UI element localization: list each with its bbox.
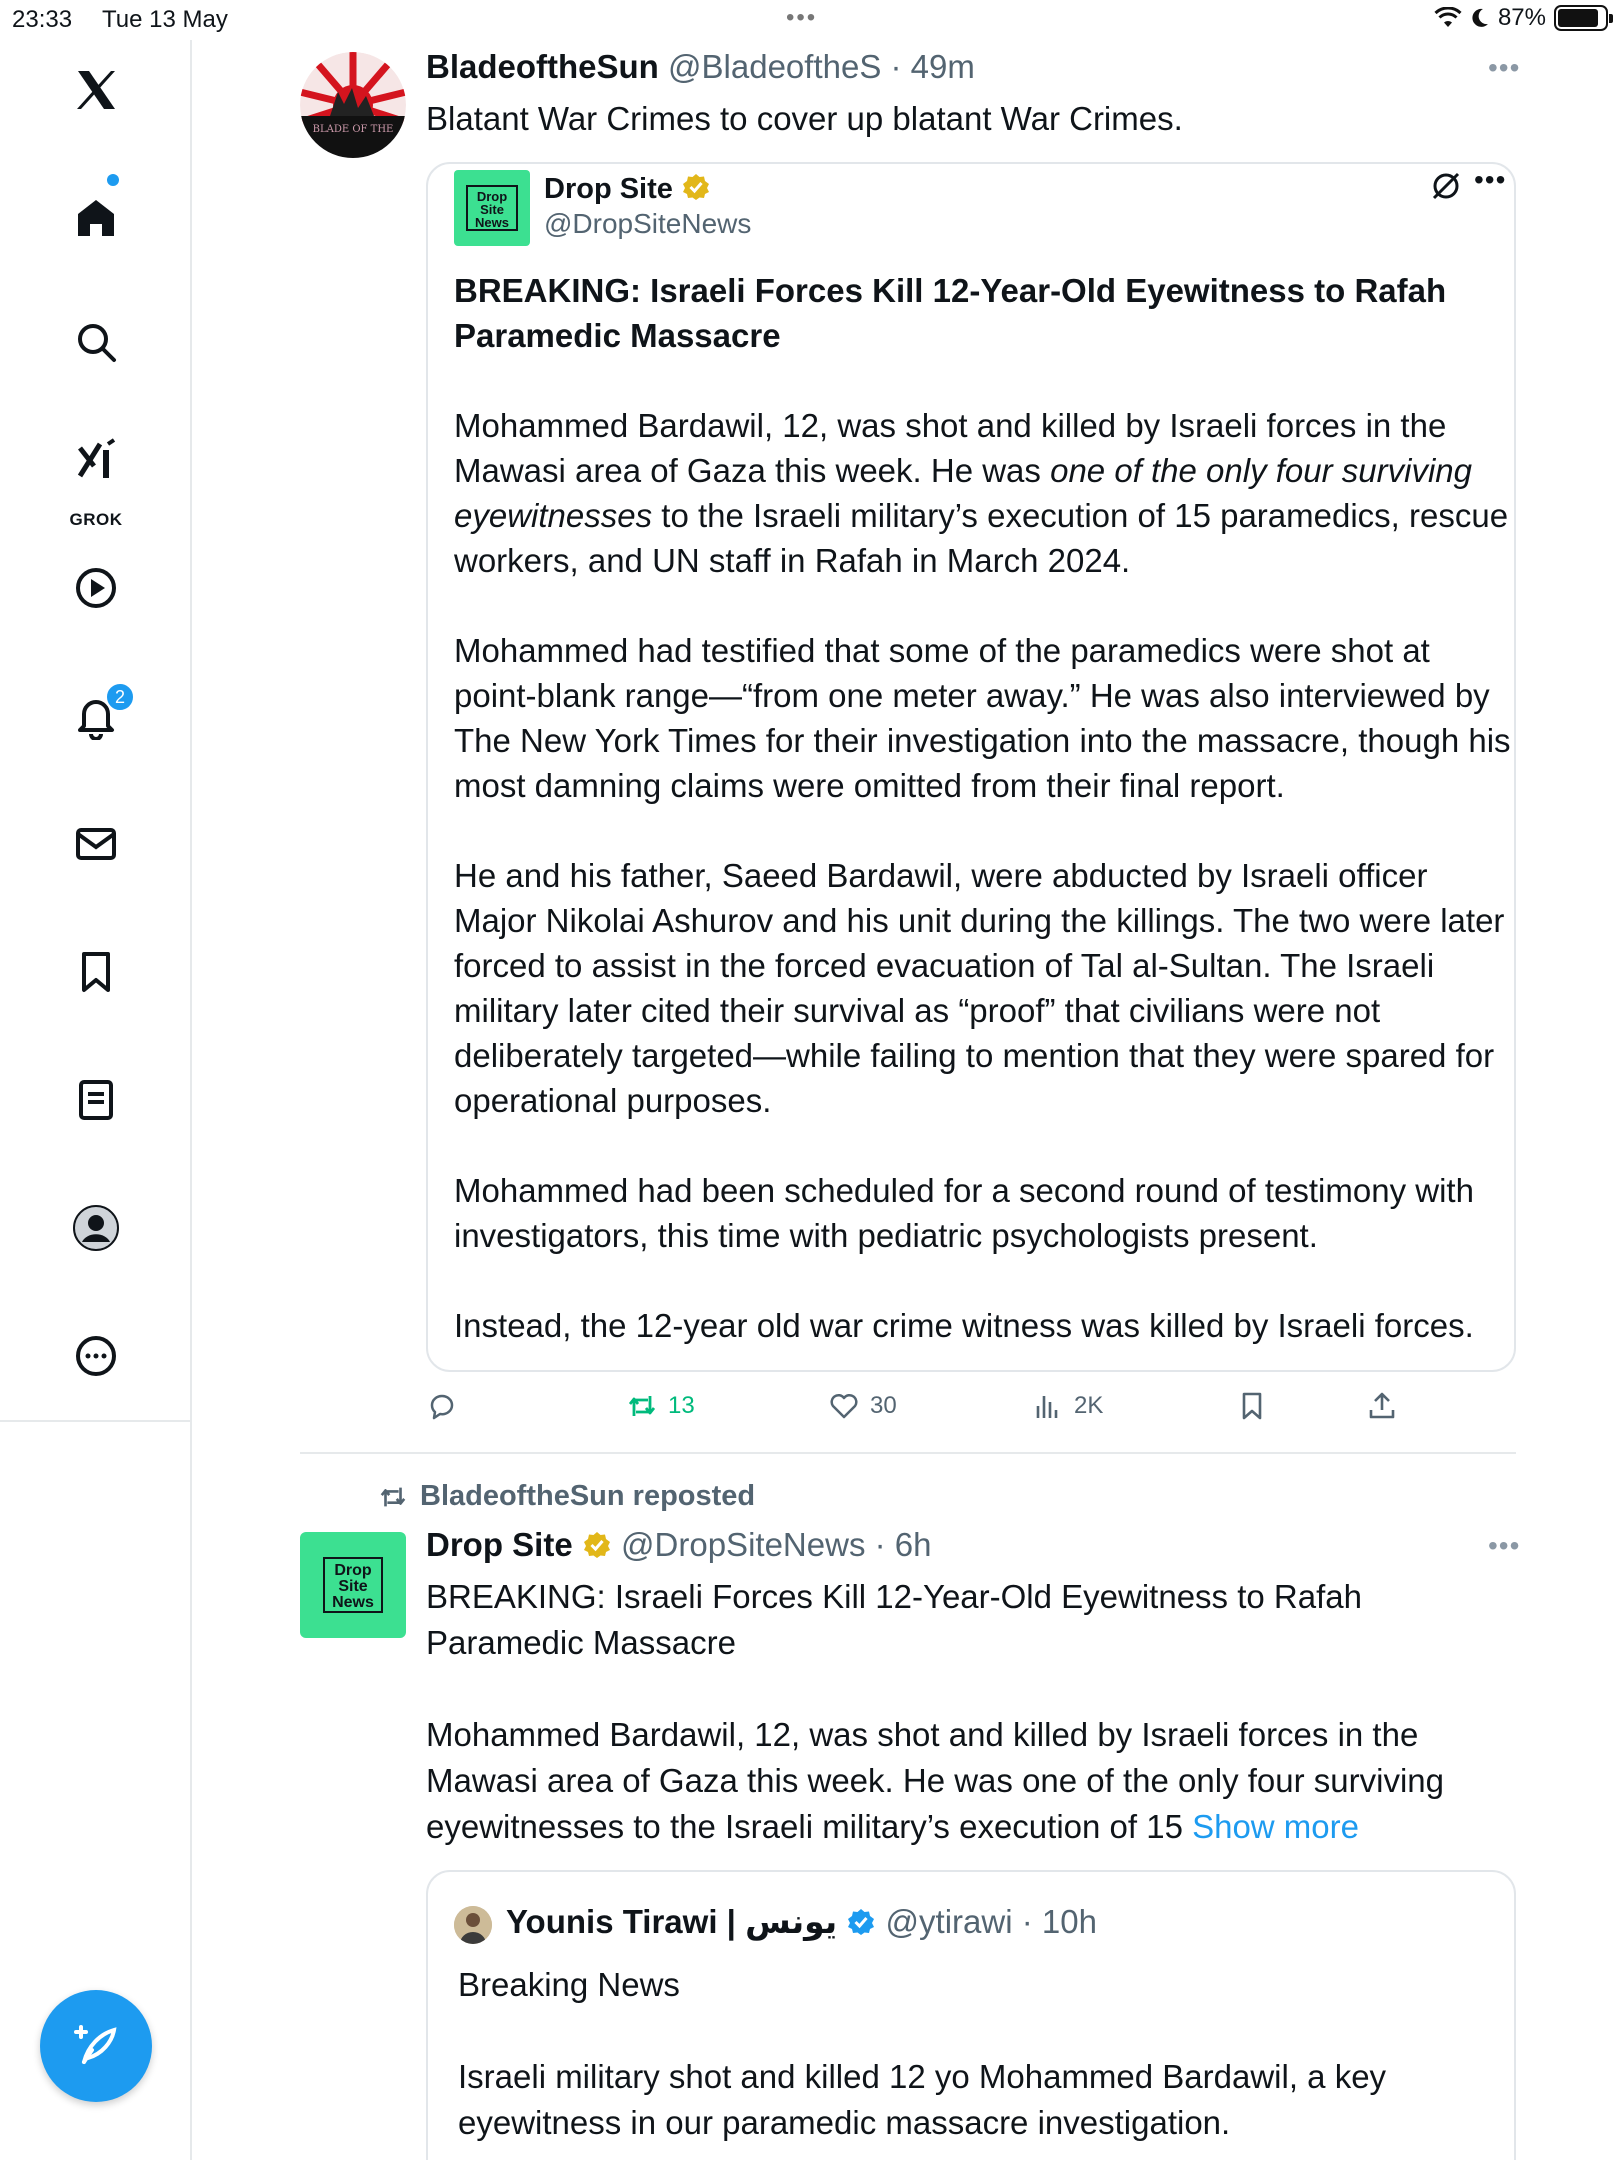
quote-title: BREAKING: Israeli Forces Kill 12-Year-Old Eyewitness to Rafah Paramedic Massacre xyxy=(454,272,1447,354)
grok-label: GROK xyxy=(69,510,123,529)
verified-gold-icon xyxy=(582,1530,612,1560)
tweet-divider xyxy=(300,1452,1516,1454)
share-icon xyxy=(1366,1390,1398,1422)
notifications-badge: 2 xyxy=(105,682,135,712)
status-time: 23:33 xyxy=(12,6,73,33)
sidebar-divider xyxy=(0,1420,192,1422)
quote-author-handle[interactable]: @DropSiteNews xyxy=(544,208,752,239)
ytirawi-avatar xyxy=(454,1906,492,1944)
tweet2-author-name[interactable]: Drop Site xyxy=(426,1526,573,1563)
tweet1-more-icon[interactable]: ••• xyxy=(1488,52,1521,83)
bookmark-icon[interactable] xyxy=(66,942,126,1002)
search-icon[interactable] xyxy=(66,312,126,372)
verified-gold-icon xyxy=(681,172,711,202)
reply-icon xyxy=(426,1390,458,1422)
ds-logo-line2: Site xyxy=(338,1578,368,1595)
quote-body xyxy=(454,268,1514,1372)
quote-p1-part-a: Mohammed Bardawil, 12, was shot and killed by Israeli forces in the Mawasi area of Gaza this week. He was xyxy=(454,407,1447,489)
status-date: Tue 13 May xyxy=(102,6,228,33)
compose-feather-icon xyxy=(70,2020,122,2072)
heart-icon xyxy=(828,1390,860,1422)
reply-button[interactable] xyxy=(426,1390,458,1422)
video-icon[interactable] xyxy=(66,558,126,618)
views-icon xyxy=(1032,1390,1064,1422)
quote-paragraph-3: He and his father, Saeed Bardawil, were abducted by Israeli officer Major Nikolai Ashurov and his unit during the killings. The two were later forced to assist in the forced evacuation of Tal al-Sultan. The Israeli military later cited their survival as “proof” that civilians were not deliberately targeted—while failing to mention that they were spared for operational purposes. xyxy=(454,857,1505,1119)
tweet1-time[interactable]: 49m xyxy=(910,48,975,85)
show-more-link[interactable]: Show more xyxy=(1192,1808,1359,1845)
battery-percent: 87% xyxy=(1497,4,1546,31)
battery-fill xyxy=(1558,9,1598,27)
like-button[interactable] xyxy=(828,1390,897,1422)
tweet2-more-icon[interactable]: ••• xyxy=(1488,1530,1521,1561)
ds-logo-line3: News xyxy=(332,1594,374,1611)
tweet1-quote-card[interactable] xyxy=(426,162,1516,1372)
logo-line1: Drop xyxy=(476,189,508,204)
quote2-separator: · xyxy=(1012,1903,1042,1940)
bookmark-icon xyxy=(1236,1390,1268,1422)
quote2-line1: Breaking News xyxy=(458,1966,680,2003)
quote2-time[interactable]: 10h xyxy=(1041,1903,1097,1940)
tweet2-handle[interactable]: @DropSiteNews xyxy=(621,1526,866,1563)
logo-line3: News xyxy=(475,215,509,230)
repost-button[interactable] xyxy=(626,1390,695,1422)
quote2-author-name[interactable]: Younis Tirawi | يونس xyxy=(506,1903,838,1940)
repost-label: BladeoftheSun reposted xyxy=(420,1480,756,1512)
list-icon[interactable] xyxy=(66,1070,126,1130)
views-button[interactable] xyxy=(1032,1390,1103,1422)
verified-blue-icon xyxy=(846,1907,876,1937)
dropsite-logo xyxy=(454,170,530,246)
quote-p1-part-b: to the Israeli military’s execution of 15 paramedics, rescue workers, and UN staff in Rafah in March 2024. xyxy=(454,497,1509,579)
quote-author-name[interactable] xyxy=(544,172,711,206)
tweet1-author-name[interactable]: BladeoftheSun xyxy=(426,48,659,85)
quote-paragraph-2: Mohammed had testified that some of the paramedics were shot at point-blank range—“from one meter away.” He was also interviewed by The New York Times for their investigation into the massacre, though his most damning claims were omitted from their final report. xyxy=(454,632,1511,804)
battery-icon xyxy=(1554,5,1608,31)
quote2-spacer xyxy=(458,2008,1498,2054)
avatar-text: BLADE OF THE xyxy=(312,124,394,135)
status-bar xyxy=(0,0,1620,40)
more-circle-icon[interactable] xyxy=(66,1326,126,1386)
repost-indicator-icon xyxy=(378,1482,408,1512)
quote2-handle[interactable]: @ytirawi xyxy=(885,1903,1013,1940)
views-count: 2K xyxy=(1074,1392,1104,1419)
status-right xyxy=(1434,4,1608,32)
home-icon[interactable] xyxy=(66,188,126,248)
tweet2-time[interactable]: 6h xyxy=(894,1526,932,1563)
tweet2-text-1: BREAKING: Israeli Forces Kill 12-Year-Old Eyewitness to Rafah Paramedic Massacre xyxy=(426,1578,1362,1661)
home-unread-dot xyxy=(107,174,119,186)
share-button[interactable] xyxy=(1366,1390,1398,1422)
compose-post-button[interactable] xyxy=(40,1990,152,2102)
quote2-body xyxy=(458,1962,1498,2146)
quote-paragraph-1 xyxy=(454,403,1514,583)
tweet1-text: Blatant War Crimes to cover up blatant War Crimes. xyxy=(426,100,1183,137)
grok-icon[interactable] xyxy=(66,430,126,490)
tweet2-quote-card[interactable] xyxy=(426,1870,1516,2160)
repost-icon xyxy=(626,1390,658,1422)
wifi-icon xyxy=(1434,7,1462,29)
sidebar xyxy=(0,40,192,2160)
quote2-line2: Israeli military shot and killed 12 yo Mohammed Bardawil, a key eyewitness in our paramedic massacre investigation. xyxy=(458,2058,1387,2141)
quote2-header xyxy=(506,1902,1097,1941)
tweet2-separator: · xyxy=(865,1526,895,1563)
grok-explain-icon[interactable] xyxy=(1428,168,1464,204)
like-count: 30 xyxy=(870,1392,897,1419)
quote-author-name-text: Drop Site xyxy=(544,173,673,205)
repost-indicator[interactable] xyxy=(378,1480,755,1513)
multitasking-dots-icon[interactable]: ••• xyxy=(786,4,818,31)
tweet2-text-2 xyxy=(426,1712,1506,1850)
quote-paragraph-5: Instead, the 12-year old war crime witness was killed by Israeli forces. xyxy=(454,1307,1474,1344)
bladeofthesun-avatar[interactable] xyxy=(300,52,406,158)
tweet2-text-2-body: Mohammed Bardawil, 12, was shot and killed by Israeli forces in the Mawasi area of Gaza this week. He was one of the only four surviving eyewitnesses to the Israeli military’s execution of 15 xyxy=(426,1716,1444,1845)
logo-line2: Site xyxy=(480,202,504,217)
ds-logo-line1: Drop xyxy=(334,1562,372,1579)
quote-p1-italic: one of the only four surviving eyewitnesses xyxy=(454,452,1473,534)
moon-icon xyxy=(1470,7,1490,29)
tweet2-header xyxy=(426,1526,931,1564)
repost-count: 13 xyxy=(668,1392,695,1419)
profile-icon[interactable] xyxy=(66,1198,126,1258)
quote-paragraph-4: Mohammed had been scheduled for a second round of testimony with investigators, this time with pediatric psychologists present. xyxy=(454,1172,1474,1254)
bookmark-button[interactable] xyxy=(1236,1390,1268,1422)
tweet1-header xyxy=(426,48,975,86)
x-logo-icon[interactable] xyxy=(66,60,126,120)
quote-more-icon[interactable]: ••• xyxy=(1474,164,1507,195)
dropsite-avatar[interactable] xyxy=(300,1532,406,1638)
tweet1-handle[interactable]: @BladeoftheS xyxy=(668,48,882,85)
mail-icon[interactable] xyxy=(66,814,126,874)
tweet1-actions xyxy=(426,1390,1486,1436)
tweet1-separator: · xyxy=(881,48,911,85)
